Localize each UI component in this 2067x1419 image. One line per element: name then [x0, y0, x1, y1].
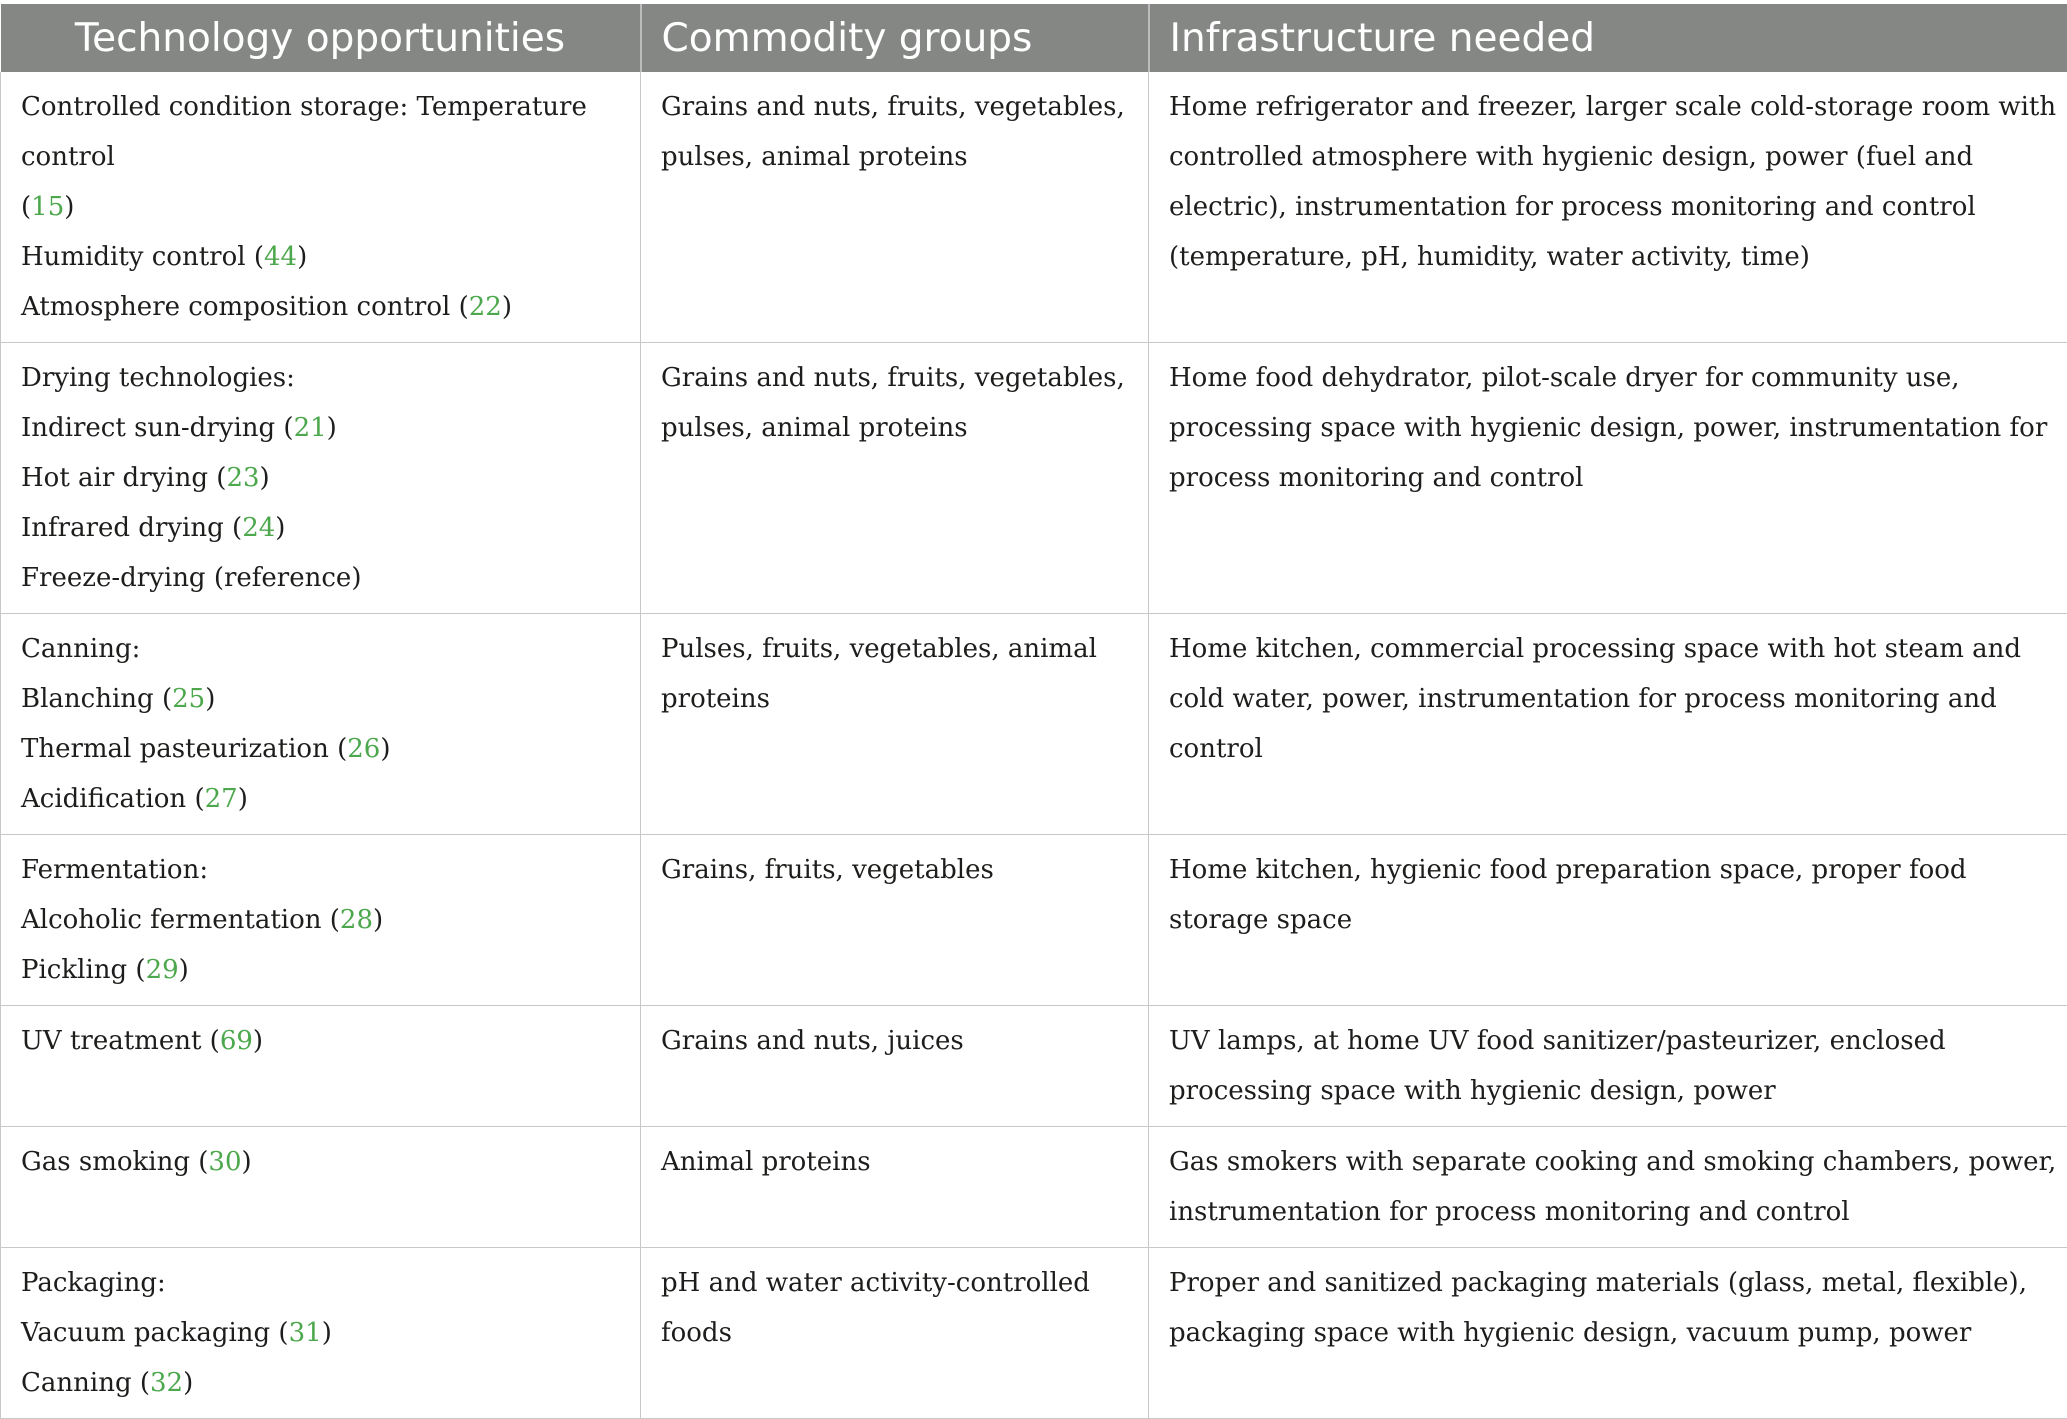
reference-link[interactable]: 22 — [469, 292, 502, 322]
ref-close-paren: ) — [322, 1318, 332, 1348]
ref-open-paren: ( — [322, 905, 340, 935]
table-body — [1, 72, 2067, 1419]
technology-line — [21, 774, 624, 824]
technology-line — [21, 895, 624, 945]
table-row — [1, 343, 2067, 614]
ref-open-paren: ( — [154, 684, 172, 714]
ref-open-paren: ( — [201, 1026, 219, 1056]
technology-label: Vacuum packaging — [21, 1318, 270, 1348]
ref-close-paren: ) — [183, 1368, 193, 1398]
technology-line — [21, 724, 624, 774]
technology-label: Freeze-drying (reference) — [21, 563, 361, 593]
technology-line — [21, 1358, 624, 1408]
ref-open-paren: ( — [190, 1147, 208, 1177]
infrastructure-cell: Home refrigerator and freezer, larger scale cold-storage room with controlled atmosphere with hygienic design, power (fuel and electric), instrumentation for process monitoring and control (temperature, pH, humidity, water activity, time) — [1149, 72, 2067, 343]
ref-close-paren: ) — [502, 292, 512, 322]
technology-cell — [1, 835, 641, 1006]
table-row — [1, 1127, 2067, 1248]
technology-label: Infrared drying — [21, 513, 224, 543]
reference-link[interactable]: 21 — [294, 413, 327, 443]
table-row — [1, 614, 2067, 835]
technology-line — [21, 845, 624, 895]
technology-line — [21, 232, 624, 282]
technology-line — [21, 503, 624, 553]
commodity-cell: Grains and nuts, fruits, vegetables, pulses, animal proteins — [641, 72, 1149, 343]
technology-line — [21, 182, 624, 232]
technology-cell — [1, 72, 641, 343]
technology-cell — [1, 343, 641, 614]
technology-cell — [1, 1248, 641, 1419]
infrastructure-cell: Proper and sanitized packaging materials (glass, metal, flexible), packaging space with hygienic design, vacuum pump, power — [1149, 1248, 2067, 1419]
technology-label: Alcoholic fermentation — [21, 905, 322, 935]
ref-open-paren: ( — [21, 192, 31, 222]
header-commodity-groups: Commodity groups — [641, 4, 1149, 72]
technology-label: Canning — [21, 1368, 132, 1398]
technology-cell — [1, 614, 641, 835]
ref-close-paren: ) — [238, 784, 248, 814]
reference-link[interactable]: 26 — [347, 734, 380, 764]
technology-label: Canning: — [21, 634, 140, 664]
technology-line — [21, 1137, 624, 1187]
technology-line — [21, 1016, 624, 1066]
technology-line — [21, 674, 624, 724]
ref-open-paren: ( — [275, 413, 293, 443]
technology-line — [21, 1308, 624, 1358]
reference-link[interactable]: 15 — [31, 192, 64, 222]
ref-close-paren: ) — [373, 905, 383, 935]
ref-open-paren: ( — [208, 463, 226, 493]
technology-cell — [1, 1127, 641, 1248]
infrastructure-cell: Home food dehydrator, pilot-scale dryer for community use, processing space with hygienic design, power, instrumentation for process monitoring and control — [1149, 343, 2067, 614]
technology-line — [21, 403, 624, 453]
reference-link[interactable]: 28 — [340, 905, 373, 935]
ref-close-paren: ) — [64, 192, 74, 222]
reference-link[interactable]: 32 — [150, 1368, 183, 1398]
ref-close-paren: ) — [242, 1147, 252, 1177]
header-row — [1, 4, 2067, 72]
reference-link[interactable]: 30 — [208, 1147, 241, 1177]
table-row — [1, 1006, 2067, 1127]
technology-label: Gas smoking — [21, 1147, 190, 1177]
ref-open-paren: ( — [270, 1318, 288, 1348]
reference-link[interactable]: 24 — [242, 513, 275, 543]
technology-label: Controlled condition storage: Temperature control — [21, 92, 587, 172]
table-row — [1, 835, 2067, 1006]
ref-close-paren: ) — [275, 513, 285, 543]
ref-open-paren: ( — [224, 513, 242, 543]
commodity-cell: Grains and nuts, juices — [641, 1006, 1149, 1127]
commodity-cell: pH and water activity-controlled foods — [641, 1248, 1149, 1419]
infrastructure-cell: Home kitchen, commercial processing space with hot steam and cold water, power, instrumentation for process monitoring and control — [1149, 614, 2067, 835]
technology-label: Packaging: — [21, 1268, 166, 1298]
infrastructure-cell: Home kitchen, hygienic food preparation space, proper food storage space — [1149, 835, 2067, 1006]
technology-line — [21, 624, 624, 674]
ref-close-paren: ) — [297, 242, 307, 272]
commodity-cell: Grains and nuts, fruits, vegetables, pulses, animal proteins — [641, 343, 1149, 614]
technology-label: Fermentation: — [21, 855, 208, 885]
ref-open-paren: ( — [329, 734, 347, 764]
infrastructure-cell: UV lamps, at home UV food sanitizer/pasteurizer, enclosed processing space with hygienic design, power — [1149, 1006, 2067, 1127]
reference-link[interactable]: 23 — [226, 463, 259, 493]
table-header — [1, 4, 2067, 72]
commodity-cell: Animal proteins — [641, 1127, 1149, 1248]
technology-cell — [1, 1006, 641, 1127]
technology-label: Atmosphere composition control — [21, 292, 450, 322]
technology-label: Blanching — [21, 684, 154, 714]
ref-open-paren: ( — [186, 784, 204, 814]
technology-line — [21, 353, 624, 403]
technology-line — [21, 1258, 624, 1308]
ref-close-paren: ) — [179, 955, 189, 985]
technology-line — [21, 553, 624, 603]
technology-label: Pickling — [21, 955, 127, 985]
technology-line — [21, 82, 624, 182]
reference-link[interactable]: 27 — [205, 784, 238, 814]
reference-link[interactable]: 31 — [289, 1318, 322, 1348]
commodity-cell: Grains, fruits, vegetables — [641, 835, 1149, 1006]
technology-label: UV treatment — [21, 1026, 201, 1056]
ref-open-paren: ( — [246, 242, 264, 272]
ref-close-paren: ) — [205, 684, 215, 714]
commodity-cell: Pulses, fruits, vegetables, animal proteins — [641, 614, 1149, 835]
technology-line — [21, 282, 624, 332]
technology-label: Hot air drying — [21, 463, 208, 493]
technology-label: Drying technologies: — [21, 363, 295, 393]
ref-open-paren: ( — [132, 1368, 150, 1398]
technology-label: Humidity control — [21, 242, 246, 272]
technology-table — [0, 4, 2067, 1419]
header-infrastructure-needed: Infrastructure needed — [1149, 4, 2067, 72]
technology-line — [21, 945, 624, 995]
reference-link[interactable]: 29 — [146, 955, 179, 985]
reference-link[interactable]: 69 — [220, 1026, 253, 1056]
infrastructure-cell: Gas smokers with separate cooking and smoking chambers, power, instrumentation for process monitoring and control — [1149, 1127, 2067, 1248]
ref-open-paren: ( — [450, 292, 468, 322]
ref-close-paren: ) — [327, 413, 337, 443]
ref-open-paren: ( — [127, 955, 145, 985]
technology-label: Thermal pasteurization — [21, 734, 329, 764]
reference-link[interactable]: 44 — [264, 242, 297, 272]
ref-close-paren: ) — [253, 1026, 263, 1056]
header-technology-opportunities: Technology opportunities — [1, 4, 641, 72]
technology-label: Indirect sun-drying — [21, 413, 275, 443]
ref-close-paren: ) — [260, 463, 270, 493]
ref-close-paren: ) — [380, 734, 390, 764]
reference-link[interactable]: 25 — [172, 684, 205, 714]
table-row — [1, 1248, 2067, 1419]
technology-line — [21, 453, 624, 503]
technology-label: Acidification — [21, 784, 186, 814]
table-row — [1, 72, 2067, 343]
